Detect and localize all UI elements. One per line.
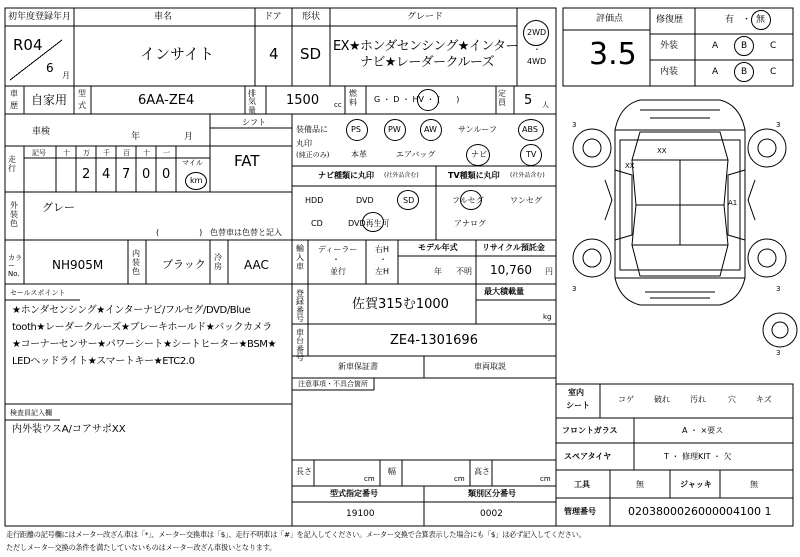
windshield-label: フロントガラス bbox=[562, 426, 618, 435]
capacity-unit: 人 bbox=[542, 101, 549, 109]
repair-label: 修復歴 bbox=[656, 15, 684, 25]
grade-label: グレード bbox=[407, 12, 444, 22]
displacement-value: 1500 bbox=[286, 93, 320, 108]
equip-aw: AW bbox=[424, 125, 437, 134]
model-year-year: 年 bbox=[434, 267, 442, 276]
equip-navi: ナビ bbox=[471, 150, 487, 159]
sales-point-line-2: tooth★レーダークルーズ★ブレーキホールド★バックカメラ bbox=[12, 322, 272, 333]
class-label: 類別区分番号 bbox=[468, 489, 516, 498]
mileage-sym-label: 記号 bbox=[32, 149, 46, 157]
unit-mile: マイル bbox=[182, 159, 203, 167]
capacity-value: 5 bbox=[524, 93, 533, 108]
dim-height-label: 高さ bbox=[474, 467, 490, 476]
ac-label: 冷房 bbox=[214, 253, 222, 271]
damage-mark-2: XX bbox=[625, 162, 635, 170]
digit-h-2: 千 bbox=[103, 149, 110, 157]
repair-dot: ・ bbox=[742, 15, 752, 25]
fuel-label: 燃料 bbox=[349, 89, 357, 107]
tv-types-title: TV種類に丸印 bbox=[448, 171, 500, 180]
inspection-label: 車検 bbox=[32, 127, 51, 137]
fuel-options: G ・ D ・ HV ・ ( ) bbox=[374, 95, 460, 104]
navi-hdd: HDD bbox=[305, 196, 324, 205]
max-load-label: 最大積載量 bbox=[484, 287, 524, 296]
ext-grade-a: A bbox=[712, 41, 719, 51]
tv-analog: アナログ bbox=[454, 219, 486, 228]
tools-label: 工具 bbox=[574, 480, 590, 489]
notes-label: 注意事項・不具合箇所 bbox=[298, 380, 368, 388]
digit-3: 7 bbox=[122, 167, 131, 182]
digit-h-4: 十 bbox=[143, 149, 150, 157]
equip-airbag: エアバッグ bbox=[396, 150, 436, 159]
car-name-label: 車名 bbox=[154, 12, 173, 22]
spare-tire-label: スペアタイヤ bbox=[564, 452, 612, 461]
control-no-label: 管理番号 bbox=[564, 507, 596, 516]
tire-fl-label: 3 bbox=[572, 121, 577, 129]
max-load-kg: kg bbox=[543, 313, 552, 321]
navi-dvd: DVD bbox=[356, 196, 374, 205]
cc-unit: cc bbox=[334, 101, 342, 109]
sales-point-line-3: ★コーナーセンサー★パワーシート★シートヒーター★BSM★ bbox=[12, 339, 277, 350]
drive-4wd: 4WD bbox=[527, 57, 547, 66]
tv-types-sub: (社外品含む) bbox=[510, 172, 545, 179]
ext-grade-b: B bbox=[741, 41, 748, 51]
color-no-label: カラーNo. bbox=[8, 254, 22, 279]
score-value: 3.5 bbox=[589, 37, 637, 72]
digit-h-0: 十 bbox=[63, 149, 70, 157]
usage-label-2: 歴 bbox=[10, 101, 18, 110]
import-left-h: 左H bbox=[375, 267, 390, 276]
navi-sd: SD bbox=[403, 196, 415, 205]
warranty-new-car: 新車保証書 bbox=[338, 362, 378, 371]
digit-4: 0 bbox=[142, 167, 151, 182]
equip-sunroof: サンルーフ bbox=[458, 125, 497, 134]
shift-label: シフト bbox=[242, 118, 266, 127]
chassis-label: 車台番号 bbox=[296, 328, 304, 363]
car-name-value: インサイト bbox=[140, 45, 214, 63]
reg-value: 佐賀315む1000 bbox=[352, 297, 449, 312]
color-value: グレー bbox=[42, 201, 75, 214]
repair-no: 無 bbox=[756, 15, 766, 25]
recycle-unit: 円 bbox=[545, 267, 553, 276]
shape-value: SD bbox=[300, 45, 322, 63]
usage-label-1: 車 bbox=[10, 89, 18, 98]
navi-dvd-play: DVD再生可 bbox=[348, 219, 390, 228]
int-grade-b: B bbox=[741, 67, 748, 77]
inspector-text: 内外装ウスA/コアサポXX bbox=[12, 424, 126, 435]
displacement-label: 排気量 bbox=[248, 89, 256, 115]
digit-5: 0 bbox=[162, 167, 171, 182]
recycle-value: 10,760 bbox=[490, 263, 532, 277]
dim-length-cm: cm bbox=[364, 475, 375, 483]
repaint-note: 色替車は色替と記入 bbox=[210, 228, 282, 237]
model-year-label: モデル年式 bbox=[418, 243, 458, 252]
inspection-year: 年 bbox=[131, 132, 141, 142]
repair-yes: 有 bbox=[725, 15, 735, 25]
grade-line-1: EX★ホンダセンシング★インター bbox=[333, 39, 518, 54]
dim-height-cm: cm bbox=[540, 475, 551, 483]
usage-value: 自家用 bbox=[31, 93, 68, 107]
drive-2wd: 2WD bbox=[527, 28, 547, 37]
shape-label: 形状 bbox=[302, 12, 321, 22]
recycle-label: リサイクル預託金 bbox=[482, 243, 545, 252]
first-reg-month: 6 bbox=[46, 61, 54, 75]
inspection-month: 月 bbox=[184, 132, 194, 142]
sales-points-label: セールスポイント bbox=[10, 289, 66, 297]
mileage-label: 走行 bbox=[8, 155, 16, 173]
repaint-paren: ( ) bbox=[156, 228, 203, 237]
digit-1: 2 bbox=[82, 167, 91, 182]
digit-h-1: 万 bbox=[83, 149, 90, 157]
equip-label-3: (純正のみ) bbox=[296, 151, 330, 159]
import-label: 輸入車 bbox=[296, 244, 304, 272]
model-label-2: 式 bbox=[78, 101, 86, 110]
seat-label-2: シート bbox=[566, 401, 590, 410]
score-label: 評価点 bbox=[596, 14, 624, 24]
digit-h-3: 百 bbox=[123, 149, 130, 157]
sales-point-line-1: ★ホンダセンシング★インターナビ/フルセグ/DVD/Blue bbox=[12, 305, 251, 316]
unit-km: km bbox=[190, 176, 203, 185]
tools-value: 無 bbox=[636, 480, 644, 489]
tire-spare-label: 3 bbox=[776, 349, 781, 357]
int-color-label: 内装色 bbox=[132, 249, 140, 276]
tire-fr-label: 3 bbox=[776, 121, 781, 129]
interior-label: 内装 bbox=[660, 67, 679, 77]
equip-ps: PS bbox=[351, 125, 361, 134]
equip-abs: ABS bbox=[522, 125, 538, 134]
model-value: 6AA-ZE4 bbox=[138, 93, 195, 108]
model-year-unknown: 不明 bbox=[456, 267, 472, 276]
ac-value: AAC bbox=[244, 258, 269, 272]
capacity-label: 定員 bbox=[498, 89, 506, 107]
import-right-h: 右H bbox=[375, 245, 390, 254]
grade-line-2: ナビ★レーダークルーズ bbox=[360, 55, 495, 70]
shift-value: FAT bbox=[234, 152, 260, 170]
model-label-1: 型 bbox=[78, 89, 86, 98]
windshield-value: A ・ ×要ス bbox=[682, 426, 724, 435]
int-grade-c: C bbox=[770, 67, 777, 77]
tire-rr-label: 3 bbox=[776, 285, 781, 293]
import-dot-2: ・ bbox=[379, 255, 387, 264]
class-value: 0002 bbox=[480, 509, 503, 519]
exterior-label: 外装 bbox=[660, 41, 679, 51]
type-label: 型式指定番号 bbox=[330, 489, 378, 498]
dim-width-label: 幅 bbox=[388, 467, 396, 476]
first-reg-era: R04 bbox=[13, 36, 43, 54]
digit-2: 4 bbox=[102, 167, 111, 182]
damage-mark-1: XX bbox=[657, 147, 667, 155]
drive-dot: ・ bbox=[533, 45, 541, 54]
import-parallel: 並行 bbox=[330, 267, 346, 276]
equip-label-1: 装備品に bbox=[296, 125, 328, 134]
tv-oneseg: ワンセグ bbox=[510, 196, 542, 205]
dim-length-label: 長さ bbox=[296, 467, 312, 476]
car-damage-diagram bbox=[573, 100, 797, 347]
sales-point-line-4: LEDヘッドライト★スマートキー★ETC2.0 bbox=[12, 356, 195, 367]
import-dealer: ディーラー bbox=[318, 245, 358, 254]
tv-fullseg: フルセグ bbox=[452, 196, 484, 205]
seat-opt-0: コゲ bbox=[618, 395, 634, 404]
seat-opt-4: キズ bbox=[756, 395, 772, 404]
door-value: 4 bbox=[269, 45, 279, 63]
control-no-value: 0203800026000004100 1 bbox=[628, 505, 772, 518]
equip-tv: TV bbox=[526, 150, 537, 159]
footer-line-1: 走行距離の記号欄にはメーター改ざん車は「*」、メーター交換車は「$」、走行不明車は「#」を記入してください。メーター交換で合算表示した場合にも「$」は必ず記入してください。 bbox=[6, 530, 586, 539]
warranty-manual: 車両取説 bbox=[474, 362, 506, 371]
footer-line-2: ただしメーター交換の条件を満たしていないものはメーター改ざん車扱いとなります。 bbox=[6, 543, 276, 552]
jack-label: ジャッキ bbox=[680, 480, 712, 489]
navi-cd: CD bbox=[311, 219, 323, 228]
first-reg-label: 初年度登録年月 bbox=[8, 12, 72, 22]
import-dot: ・ bbox=[332, 255, 340, 264]
tire-rl-label: 3 bbox=[572, 285, 577, 293]
dim-width-cm: cm bbox=[454, 475, 465, 483]
reg-label: 登録番号 bbox=[296, 289, 304, 324]
int-grade-a: A bbox=[712, 67, 719, 77]
jack-value: 無 bbox=[750, 480, 758, 489]
digit-h-5: 一 bbox=[163, 149, 170, 157]
month-unit: 月 bbox=[62, 71, 70, 80]
spare-tire-value: T ・ 修理KIT ・ 欠 bbox=[664, 452, 732, 461]
damage-mark-3: A1 bbox=[728, 199, 738, 207]
equip-label-2: 丸印 bbox=[296, 139, 312, 148]
door-label: ドア bbox=[264, 12, 282, 22]
int-color-value: ブラック bbox=[162, 258, 206, 271]
equip-pw: PW bbox=[388, 125, 401, 134]
color-label: 外装色 bbox=[10, 201, 18, 228]
chassis-value: ZE4-1301696 bbox=[390, 333, 478, 348]
navi-types-sub: (社外品含む) bbox=[384, 172, 419, 179]
seat-opt-2: 汚れ bbox=[690, 395, 706, 404]
inspector-label: 検査員記入欄 bbox=[10, 409, 52, 417]
seat-opt-3: 穴 bbox=[728, 395, 736, 404]
seat-label-1: 室内 bbox=[568, 388, 584, 397]
type-value: 19100 bbox=[346, 509, 375, 519]
color-no-value: NH905M bbox=[52, 258, 104, 272]
ext-grade-c: C bbox=[770, 41, 777, 51]
seat-opt-1: 破れ bbox=[654, 395, 670, 404]
navi-types-title: ナビ種類に丸印 bbox=[318, 171, 374, 180]
equip-leather: 本革 bbox=[351, 150, 367, 159]
